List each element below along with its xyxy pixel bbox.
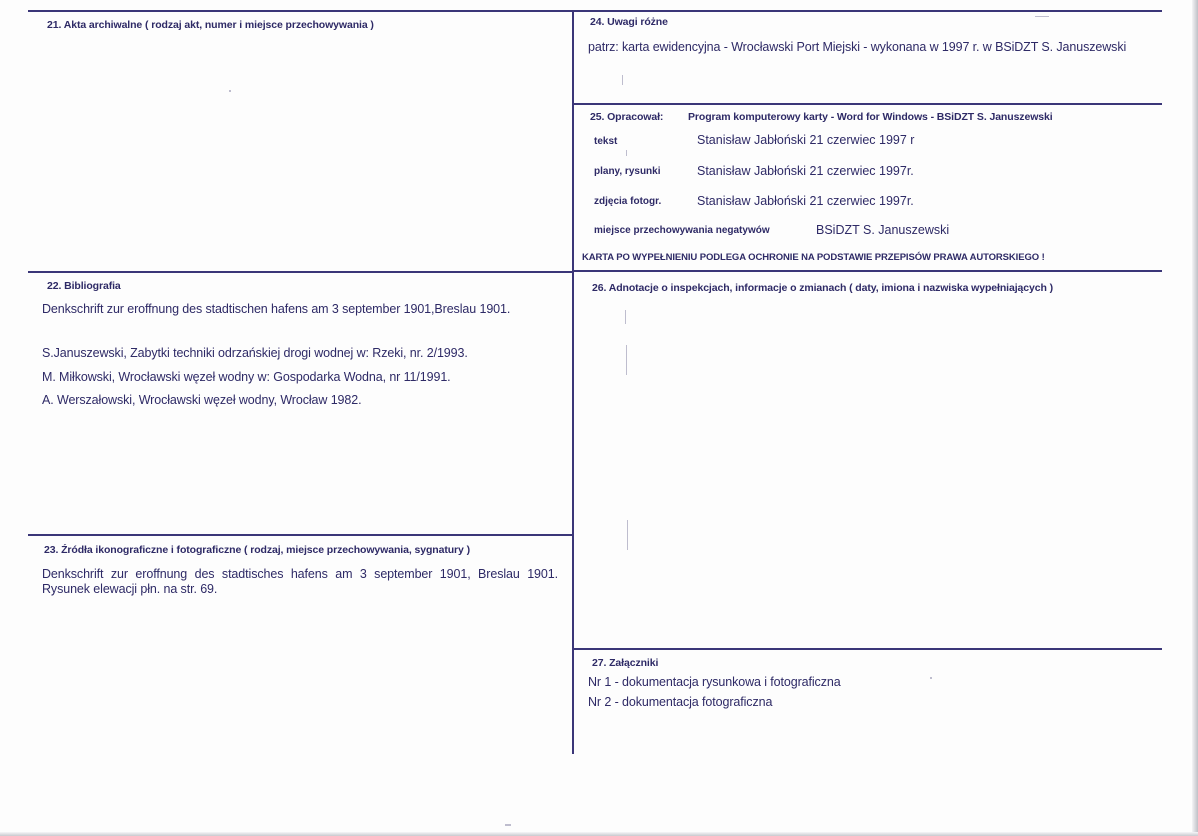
section-27-heading: 27. Załączniki — [592, 657, 659, 669]
negatives-location-label: miejsce przechowywania negatywów — [594, 225, 770, 236]
prepared-row-value: Stanisław Jabłoński 21 czerwiec 1997 r — [697, 133, 915, 147]
bibliography-entry: S.Januszewski, Zabytki techniki odrzańskiej drogi wodnej w: Rzeki, nr. 2/1993. — [42, 346, 468, 360]
scan-speck — [627, 520, 628, 550]
scan-speck — [505, 824, 511, 826]
section-25-heading-label: 25. Opracował: — [590, 111, 664, 123]
rule-22-23 — [28, 534, 573, 536]
section-25-heading-value: Program komputerowy karty - Word for Windows - BSiDZT S. Januszewski — [688, 111, 1053, 123]
column-divider — [572, 10, 574, 754]
section-22-heading: 22. Bibliografia — [47, 280, 121, 292]
scan-speck — [930, 677, 932, 679]
attachment-item: Nr 1 - dokumentacja rysunkowa i fotograficzna — [588, 675, 841, 689]
rule-26-27 — [573, 648, 1162, 650]
copyright-notice: KARTA PO WYPEŁNIENIU PODLEGA OCHRONIE NA PODSTAWIE PRZEPISÓW PRAWA AUTORSKIEGO ! — [582, 252, 1045, 263]
prepared-row-label: zdjęcia fotogr. — [594, 196, 662, 207]
rule-25-26 — [573, 270, 1162, 272]
rule-21-22 — [28, 271, 573, 273]
section-26-heading: 26. Adnotacje o inspekcjach, informacje o zmianach ( daty, imiona i nazwiska wypełniających ) — [592, 282, 1054, 294]
section-21-heading: 21. Akta archiwalne ( rodzaj akt, numer i miejsce przechowywania ) — [47, 19, 374, 31]
scan-speck — [1035, 16, 1049, 17]
scan-speck — [626, 345, 627, 375]
prepared-row-label: plany, rysunki — [594, 166, 661, 177]
scan-speck — [625, 310, 626, 324]
attachment-item: Nr 2 - dokumentacja fotograficzna — [588, 695, 773, 709]
bibliography-entry: M. Miłkowski, Wrocławski węzeł wodny w: Gospodarka Wodna, nr 11/1991. — [42, 370, 451, 384]
scan-speck — [622, 75, 623, 85]
scan-speck — [626, 150, 627, 156]
iconographic-sources-text: Denkschrift zur eroffnung des stadtisches hafens am 3 september 1901, Breslau 1901. Rysunek elewacji płn. na str. 69. — [42, 567, 558, 596]
page-edge-shadow — [1192, 0, 1198, 836]
bibliography-entry: Denkschrift zur eroffnung des stadtischen hafens am 3 september 1901,Breslau 1901. — [42, 302, 511, 316]
prepared-row-value: Stanisław Jabłoński 21 czerwiec 1997r. — [697, 164, 914, 178]
page-edge-shadow — [0, 832, 1198, 836]
top-rule — [28, 10, 1162, 12]
rule-24-25 — [573, 103, 1162, 105]
prepared-row-label: tekst — [594, 136, 618, 147]
bibliography-entry: A. Werszałowski, Wrocławski węzeł wodny, Wrocław 1982. — [42, 393, 362, 407]
prepared-row-value: Stanisław Jabłoński 21 czerwiec 1997r. — [697, 194, 914, 208]
negatives-location-value: BSiDZT S. Januszewski — [816, 223, 950, 237]
remarks-text: patrz: karta ewidencyjna - Wrocławski Port Miejski - wykonana w 1997 r. w BSiDZT S. Januszewski — [588, 40, 1127, 54]
scan-speck — [229, 90, 231, 92]
section-24-heading: 24. Uwagi różne — [590, 16, 668, 28]
section-23-heading: 23. Źródła ikonograficzne i fotograficzne ( rodzaj, miejsce przechowywania, sygnatury ) — [44, 544, 470, 556]
